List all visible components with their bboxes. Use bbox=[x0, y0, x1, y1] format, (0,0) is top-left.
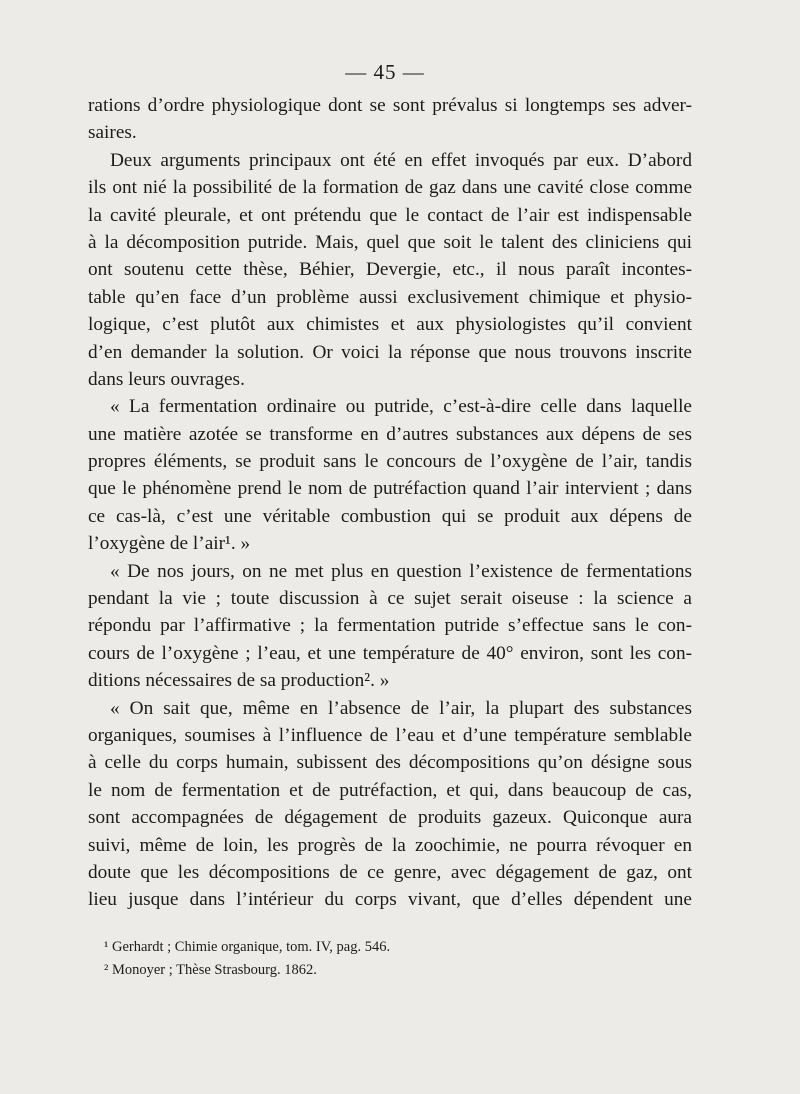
text-line: d’en demander la solution. Or voici la réponse que nous trouvons inscrite bbox=[88, 341, 692, 363]
text-line: suivi, même de loin, les progrès de la zoochimie, ne pourra révoquer en bbox=[88, 834, 692, 856]
body-text bbox=[88, 92, 692, 914]
text-line: ont soutenu cette thèse, Béhier, Devergie, etc., il nous paraît incontes- bbox=[88, 259, 692, 281]
text-line: ce cas-là, c’est une véritable combustion qui se produit aux dépens de bbox=[88, 505, 692, 527]
text-line: ils ont nié la possibilité de la formation de gaz dans une cavité close comme bbox=[88, 177, 692, 199]
text-line: le nom de fermentation et de putréfaction, et qui, dans beaucoup de cas, bbox=[88, 779, 692, 801]
text-line: la cavité pleurale, et ont prétendu que le contact de l’air est indispensable bbox=[88, 204, 692, 226]
text-line: répondu par l’affirmative ; la fermentation putride s’effectue sans le con- bbox=[88, 615, 692, 637]
text-line: une matière azotée se transforme en d’autres substances aux dépens de ses bbox=[88, 423, 692, 445]
text-line: logique, c’est plutôt aux chimistes et aux physiologistes qu’il convient bbox=[88, 314, 692, 336]
text-line: « On sait que, même en l’absence de l’air, la plupart des substances bbox=[110, 697, 692, 719]
text-line: propres éléments, se produit sans le concours de l’oxygène de l’air, tandis bbox=[88, 451, 692, 473]
text-line: doute que les décompositions de ce genre, avec dégagement de gaz, ont bbox=[88, 861, 692, 883]
footnote: ¹ Gerhardt ; Chimie organique, tom. IV, pag. 546. bbox=[104, 939, 391, 955]
text-line: à celle du corps humain, subissent des décompositions qu’on désigne sous bbox=[88, 752, 692, 774]
text-line: « La fermentation ordinaire ou putride, c’est-à-dire celle dans laquelle bbox=[110, 396, 692, 418]
text-line: à la décomposition putride. Mais, quel que soit le talent des cliniciens qui bbox=[88, 231, 692, 253]
text-line: rations d’ordre physiologique dont se sont prévalus si longtemps ses adver- bbox=[88, 95, 692, 116]
text-line: table qu’en face d’un problème aussi exclusivement chimique et physio- bbox=[88, 286, 692, 308]
text-line: lieu jusque dans l’intérieur du corps vivant, que d’elles dépendent une bbox=[88, 889, 692, 911]
text-line: que le phénomène prend le nom de putréfaction quand l’air intervient ; dans bbox=[88, 478, 692, 500]
text-line: « De nos jours, on ne met plus en question l’existence de fermentations bbox=[110, 560, 692, 582]
text-line: organiques, soumises à l’influence de l’eau et d’une température semblable bbox=[88, 724, 692, 746]
text-line: sont accompagnées de dégagement de produits gazeux. Quiconque aura bbox=[88, 807, 692, 829]
text-line: l’oxygène de l’air¹. » bbox=[88, 533, 251, 555]
footnote: ² Monoyer ; Thèse Strasbourg. 1862. bbox=[104, 962, 317, 978]
text-line: saires. bbox=[88, 122, 137, 144]
page-number: — 45 — bbox=[345, 60, 425, 84]
text-line: cours de l’oxygène ; l’eau, et une température de 40° environ, sont les con- bbox=[88, 642, 692, 664]
footnotes bbox=[104, 936, 624, 982]
text-line: Deux arguments principaux ont été en effet invoqués par eux. D’abord bbox=[110, 149, 692, 171]
text-line: ditions nécessaires de sa production². » bbox=[88, 670, 390, 692]
text-line: pendant la vie ; toute discussion à ce sujet serait oiseuse : la science a bbox=[88, 588, 692, 610]
text-line: dans leurs ouvrages. bbox=[88, 368, 245, 390]
